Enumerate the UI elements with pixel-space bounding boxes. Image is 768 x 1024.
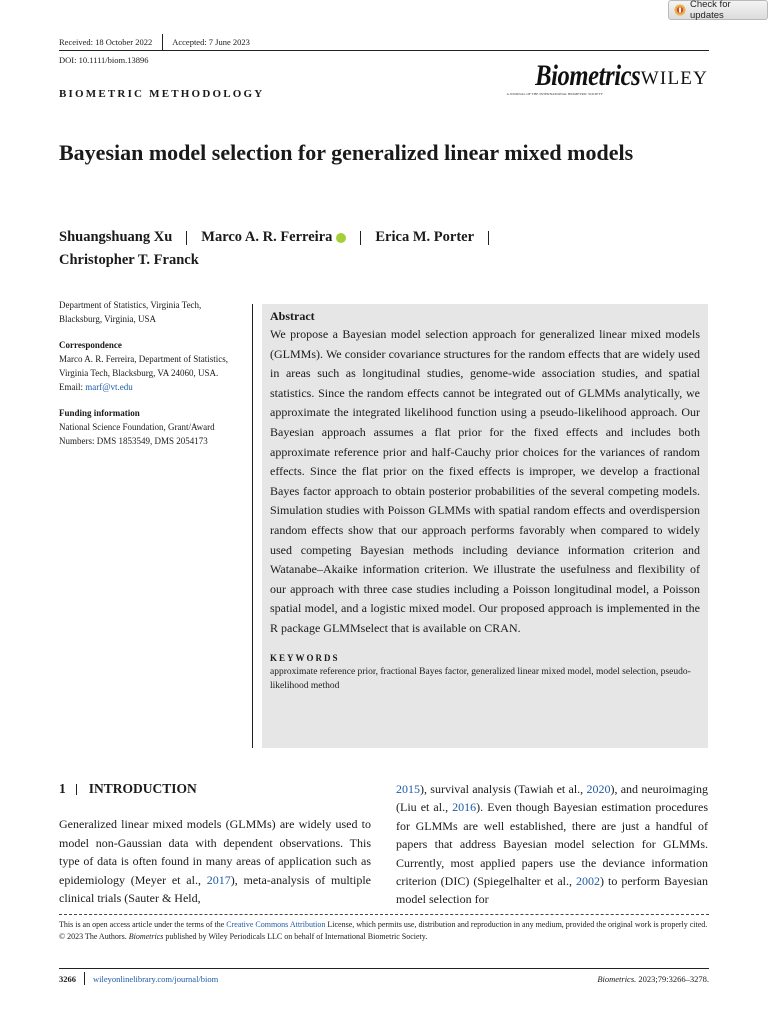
- journal-logo: Biometrics: [535, 59, 641, 92]
- correspondence-address: Marco A. R. Ferreira, Department of Statistics, Virginia Tech, Blacksburg, VA 24060, USA.: [59, 354, 228, 378]
- journal-name: Biometrics: [128, 932, 164, 941]
- divider: [488, 231, 489, 245]
- divider: [186, 231, 187, 245]
- divider: [162, 34, 163, 50]
- abstract-box: [262, 304, 708, 748]
- funding-heading: Funding information: [59, 408, 140, 418]
- citation-link[interactable]: 2020: [586, 782, 611, 796]
- funding-text: National Science Foundation, Grant/Award Numbers: DMS 1853549, DMS 2054173: [59, 422, 215, 446]
- body-text: © 2023 The Authors.: [59, 932, 129, 941]
- journal-logo-subtitle: A JOURNAL OF THE INTERNATIONAL BIOMETRIC SOCIETY: [506, 92, 603, 96]
- divider: [360, 231, 361, 245]
- keywords-list: approximate reference prior, fractional Bayes factor, generalized linear mixed model, model selection, pseudo-likelihood method: [270, 666, 691, 691]
- crossmark-icon: [674, 4, 686, 16]
- license-text: [59, 919, 709, 931]
- doi: DOI: 10.1111/biom.13896: [59, 55, 149, 65]
- page-footer: [59, 972, 709, 985]
- paper-title: Bayesian model selection for generalized linear mixed models: [59, 140, 634, 165]
- divider: [84, 972, 85, 985]
- department: Department of Statistics, Virginia Tech, Blacksburg, Virginia, USA: [59, 300, 202, 324]
- section-tag: BIOMETRIC METHODOLOGY: [59, 88, 265, 100]
- check-for-updates-button[interactable]: [668, 0, 768, 20]
- intro-paragraph: [59, 815, 371, 907]
- citation-link[interactable]: 2002: [576, 874, 600, 889]
- author-name[interactable]: Erica M. Porter: [375, 229, 475, 245]
- author-name[interactable]: Shuangshuang Xu: [59, 229, 173, 245]
- keywords-heading: KEYWORDS: [270, 652, 340, 663]
- section-number: 1: [59, 781, 66, 796]
- body-text: published by Wiley Periodicals LLC on behalf of International Biometric Society.: [163, 932, 428, 941]
- check-for-updates-label: Check for updates: [689, 0, 731, 21]
- body-text: ), survival analysis (Tawiah et al.,: [420, 782, 587, 796]
- body-text: Generalized linear mixed models (GLMMs) are widely used to model non-Gaussian data with dependent observations. This type of data is often found in many areas of application such as epidemiology (Meyer et al.,: [59, 817, 371, 887]
- license-link[interactable]: Creative Commons Attribution: [226, 920, 326, 929]
- journal-name: Biometrics.: [597, 973, 637, 984]
- citation-link[interactable]: 2015: [396, 782, 420, 796]
- body-text: ), meta-analysis of multiple clinical trials (Sauter & Held,: [59, 872, 372, 906]
- citation-link[interactable]: 2017: [206, 872, 231, 887]
- footnote-rule: [59, 914, 709, 915]
- correspondence-heading: Correspondence: [59, 340, 122, 350]
- affiliation-panel: [59, 298, 244, 448]
- body-text: ), and neuroimaging (Liu et al.,: [396, 782, 708, 815]
- email-link[interactable]: marf@vt.edu: [85, 382, 133, 392]
- footer-rule: [59, 968, 709, 969]
- section-heading: [59, 780, 371, 798]
- author-list: [59, 226, 503, 272]
- author-name[interactable]: Marco A. R. Ferreira: [201, 229, 333, 245]
- accepted-date: Accepted: 7 June 2023: [172, 37, 250, 47]
- header-rule: [59, 50, 709, 51]
- divider: [76, 784, 77, 795]
- author-name[interactable]: Christopher T. Franck: [59, 252, 199, 268]
- license-footnote: [59, 919, 709, 943]
- copyright-text: [59, 931, 709, 943]
- intro-left-column: [59, 780, 371, 907]
- body-text: ) to perform Bayesian model selection for: [396, 874, 708, 907]
- orcid-icon[interactable]: [336, 233, 346, 243]
- email-line: [59, 380, 244, 394]
- citation: [597, 974, 709, 984]
- body-text: ). Even though Bayesian estimation procedures for GLMMs are well established, there are just a handful of papers that address Bayesian model selection for GLMMs. Currently, most applied papers use the deviance information criterion (DIC) (Spiegelhalter et al.,: [396, 800, 708, 889]
- abstract-heading: Abstract: [270, 309, 315, 323]
- section-title: INTRODUCTION: [88, 781, 197, 796]
- intro-right-column: [396, 780, 708, 909]
- body-text: License, which permits use, distribution and reproduction in any medium, provided the original work is properly cited.: [325, 920, 708, 929]
- article-dates: [59, 34, 250, 50]
- body-text: This is an open access article under the terms of the: [59, 920, 227, 929]
- received-date: Received: 18 October 2022: [59, 37, 153, 47]
- publisher-logo: WILEY: [640, 68, 708, 89]
- journal-url-link[interactable]: wileyonlinelibrary.com/journal/biom: [93, 973, 219, 984]
- column-divider: [252, 304, 253, 748]
- citation-link[interactable]: 2016: [452, 800, 477, 815]
- abstract-body: We propose a Bayesian model selection approach for generalized linear mixed models (GLMMs). We consider covariance structures for the random effects that are widely used in areas such as longitudinal studies, genome-wide association studies, and spatial statistics. Since the random effects cannot be integrated out of GLMMs analytically, we approximate the integrated likelihood function using a pseudo-likelihood approach. Our Bayesian approach assumes a flat prior for the fixed effects and includes both approximate reference prior and half-Cauchy prior choices for the variances of random effects. Since the flat prior on the fixed effects is improper, we develop a fractional Bayes factor approach to obtain posterior probabilities of the several competing models. Simulation studies with Poisson GLMMs with spatial random effects and overdispersion random effects show that our approach performs favorably when compared to widely used competing Bayesian methods including deviance information criterion and Watanabe–Akaike information criterion. We illustrate the usefulness and flexibility of our approach with three case studies including a Poisson longitudinal model, a Poisson spatial model, and a logistic mixed model. Our proposed approach is implemented in the R package GLMMselect that is available on CRAN.: [270, 327, 700, 635]
- page-number: 3266: [59, 973, 76, 984]
- journal-brand: [506, 59, 708, 96]
- email-label: Email:: [59, 382, 86, 392]
- citation-details: 2023;79:3266–3278.: [636, 973, 709, 984]
